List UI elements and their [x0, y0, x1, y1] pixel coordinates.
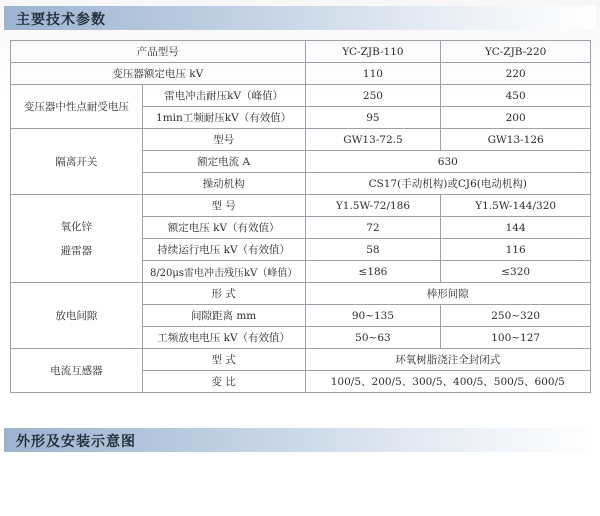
- gap-discharge-110: 50~63: [305, 327, 441, 349]
- gap-form-value: 棒形间隙: [305, 283, 590, 305]
- table-row: [11, 349, 591, 371]
- model-220: YC-ZJB-220: [441, 41, 591, 63]
- disc-model-110: GW13-72.5: [305, 129, 441, 151]
- arr-model-110: Y1.5W-72/186: [305, 195, 441, 217]
- lightning-label: 雷电冲击耐压kV（峰值）: [142, 85, 305, 107]
- installation-diagram-title: 外形及安装示意图: [16, 434, 136, 450]
- neutral-group-label: 变压器中性点耐受电压: [11, 85, 143, 129]
- arr-cont-label: 持续运行电压 kV（有效值）: [142, 239, 305, 261]
- arr-cont-220: 116: [441, 239, 591, 261]
- table-row: [11, 63, 591, 85]
- main-specs-title: 主要技术参数: [16, 12, 106, 28]
- lightning-220: 450: [441, 85, 591, 107]
- gap-form-label: 形 式: [142, 283, 305, 305]
- rated-voltage-220: 220: [441, 63, 591, 85]
- product-model-label: 产品型号: [11, 41, 306, 63]
- disconnector-group-label: 隔离开关: [11, 129, 143, 195]
- arr-rated-label: 额定电压 kV（有效值）: [142, 217, 305, 239]
- arr-rated-110: 72: [305, 217, 441, 239]
- ct-form-label: 型 式: [142, 349, 305, 371]
- gap-group-label: 放电间隙: [11, 283, 143, 349]
- main-specs-header: [4, 6, 596, 30]
- ct-ratio-label: 变 比: [142, 371, 305, 393]
- gap-distance-label: 间隙距离 mm: [142, 305, 305, 327]
- lightning-110: 250: [305, 85, 441, 107]
- arr-residual-220: ≤320: [441, 261, 591, 283]
- arr-residual-label: 8/20μs雷电冲击残压kV（峰值）: [142, 261, 305, 283]
- arrester-group-line1: 氧化锌: [60, 220, 93, 233]
- installation-diagram-header: [4, 428, 596, 452]
- power-freq-110: 95: [305, 107, 441, 129]
- table-row: [11, 85, 591, 107]
- arr-cont-110: 58: [305, 239, 441, 261]
- arr-model-label: 型 号: [142, 195, 305, 217]
- disc-current-label: 额定电流 A: [142, 151, 305, 173]
- ct-ratio-value: 100/5、200/5、300/5、400/5、500/5、600/5: [305, 371, 590, 393]
- power-freq-label: 1min工频耐压kV（有效值）: [142, 107, 305, 129]
- arr-rated-220: 144: [441, 217, 591, 239]
- gap-distance-110: 90~135: [305, 305, 441, 327]
- arr-model-220: Y1.5W-144/320: [441, 195, 591, 217]
- table-row: [11, 195, 591, 217]
- power-freq-220: 200: [441, 107, 591, 129]
- table-row: [11, 283, 591, 305]
- arrester-group-line2: 避雷器: [60, 244, 93, 257]
- disc-current-value: 630: [305, 151, 590, 173]
- ct-group-label: 电流互感器: [11, 349, 143, 393]
- disc-model-220: GW13-126: [441, 129, 591, 151]
- gap-discharge-220: 100~127: [441, 327, 591, 349]
- gap-discharge-label: 工频放电电压 kV（有效值）: [142, 327, 305, 349]
- arrester-group-label: [11, 195, 143, 283]
- disc-model-label: 型号: [142, 129, 305, 151]
- table-row: [11, 129, 591, 151]
- gap-distance-220: 250~320: [441, 305, 591, 327]
- spec-table: [10, 40, 591, 393]
- ct-form-value: 环氧树脂浇注全封闭式: [305, 349, 590, 371]
- disc-mech-label: 操动机构: [142, 173, 305, 195]
- disc-mech-value: CS17(手动机构)或CJ6(电动机构): [305, 173, 590, 195]
- model-110: YC-ZJB-110: [305, 41, 441, 63]
- table-row: [11, 41, 591, 63]
- arr-residual-110: ≤186: [305, 261, 441, 283]
- rated-voltage-label: 变压器额定电压 kV: [11, 63, 306, 85]
- rated-voltage-110: 110: [305, 63, 441, 85]
